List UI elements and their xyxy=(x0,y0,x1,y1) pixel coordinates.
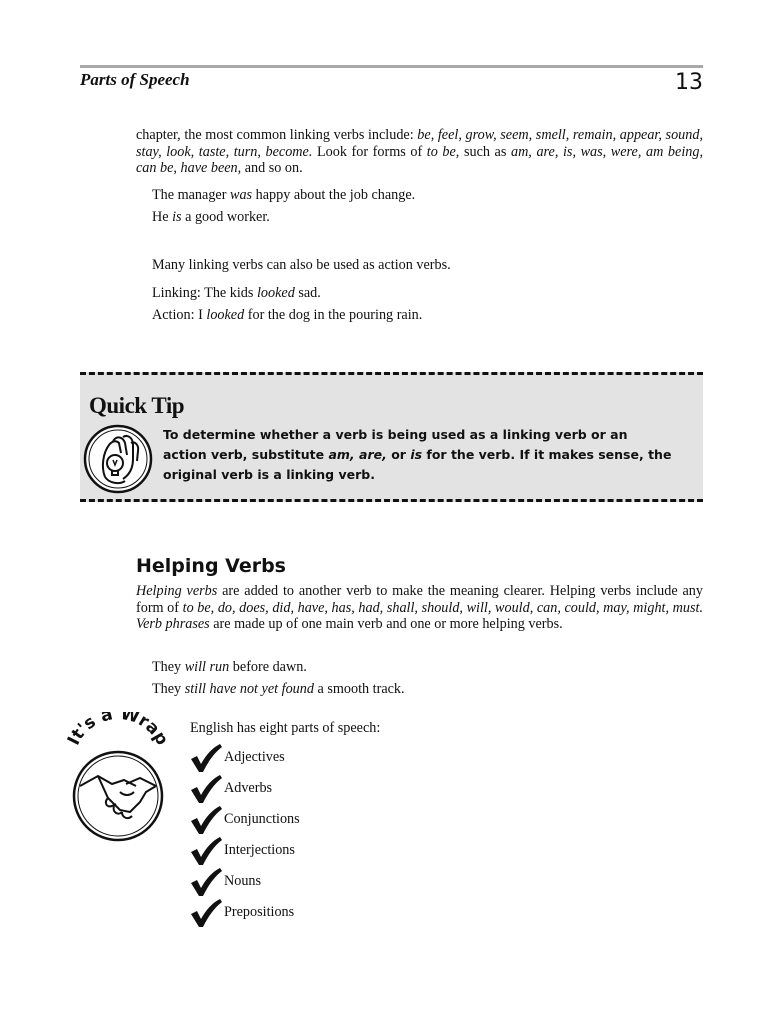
list-item xyxy=(188,742,300,773)
quick-tip-box xyxy=(80,372,703,502)
list-item xyxy=(188,897,300,928)
wrap-badge-text: It's a Wrap xyxy=(63,712,173,749)
checkmark-icon xyxy=(188,836,224,866)
checkmark-icon xyxy=(188,898,224,928)
list-item-label: Adjectives xyxy=(224,749,285,765)
example-sentence: Linking: The kids looked sad. xyxy=(152,285,321,301)
list-item-label: Prepositions xyxy=(224,904,295,920)
running-title: Parts of Speech xyxy=(80,70,190,89)
list-item xyxy=(188,773,300,804)
example-sentence: Action: I looked for the dog in the pouring rain. xyxy=(152,307,423,323)
list-item-label: Nouns xyxy=(224,873,262,889)
checkmark-icon xyxy=(188,805,224,835)
svg-text:It's a Wrap xyxy=(64,712,172,749)
list-item-label: Adverbs xyxy=(224,780,273,796)
section-heading: Helping Verbs xyxy=(136,555,286,577)
list-item-label: Conjunctions xyxy=(224,811,300,827)
example-sentence: He is a good worker. xyxy=(152,209,270,225)
linking-action-note: Many linking verbs can also be used as action verbs. xyxy=(152,257,451,273)
handshake-icon xyxy=(62,712,174,847)
header-rule xyxy=(80,65,703,68)
list-item-label: Interjections xyxy=(224,842,295,858)
lightbulb-hand-icon xyxy=(83,423,153,500)
helping-verbs-paragraph: Helping verbs are added to another verb to make the meaning clearer. Helping verbs include any form of to be, do, does, did, have, has, had, shall, should, will, would, can, could, may, might, must. Verb phrases are made up of one main verb and one or more helping verbs. xyxy=(136,583,703,632)
list-item xyxy=(188,835,300,866)
example-sentence: They will run before dawn. xyxy=(152,659,307,675)
example-sentence: The manager was happy about the job change. xyxy=(152,187,416,203)
page-number: 13 xyxy=(675,70,703,95)
wrap-intro: English has eight parts of speech: xyxy=(190,720,381,736)
example-sentence: They still have not yet found a smooth track. xyxy=(152,681,405,697)
list-item xyxy=(188,804,300,835)
quick-tip-title: Quick Tip xyxy=(89,393,185,418)
list-item xyxy=(188,866,300,897)
parts-of-speech-list xyxy=(188,742,300,928)
checkmark-icon xyxy=(188,774,224,804)
checkmark-icon xyxy=(188,867,224,897)
linking-verbs-paragraph: chapter, the most common linking verbs include: be, feel, grow, seem, smell, remain, appear, sound, stay, look, taste, turn, become. Look for forms of to be, such as am, are, is, was, were, am being, can be, have been, and so on. xyxy=(136,127,703,176)
checkmark-icon xyxy=(188,743,224,773)
quick-tip-text: To determine whether a verb is being used as a linking verb or an action verb, substitute am, are, or is for the verb. If it makes sense, the original verb is a linking verb. xyxy=(163,427,672,482)
